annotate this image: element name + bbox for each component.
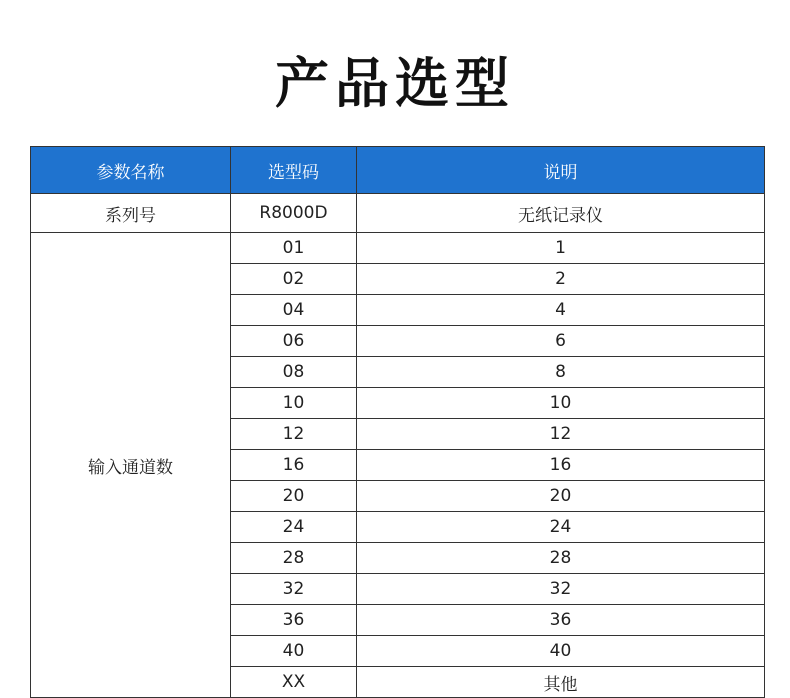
code-cell: 20 <box>231 481 357 512</box>
product-selection-table <box>30 146 765 698</box>
series-desc-cell: 无纸记录仪 <box>357 194 765 233</box>
code-cell: 10 <box>231 388 357 419</box>
page-title: 产品选型 <box>275 52 515 115</box>
desc-cell: 20 <box>357 481 765 512</box>
code-cell: 01 <box>231 233 357 264</box>
desc-cell: 24 <box>357 512 765 543</box>
desc-cell: 40 <box>357 636 765 667</box>
header-selection-code: 选型码 <box>231 147 357 194</box>
table-row <box>31 233 765 264</box>
code-cell: 28 <box>231 543 357 574</box>
desc-cell: 16 <box>357 450 765 481</box>
series-code-cell: R8000D <box>231 194 357 233</box>
desc-cell: 4 <box>357 295 765 326</box>
code-cell: 16 <box>231 450 357 481</box>
code-cell: 08 <box>231 357 357 388</box>
code-cell: 40 <box>231 636 357 667</box>
code-cell: 02 <box>231 264 357 295</box>
desc-cell: 36 <box>357 605 765 636</box>
desc-cell: 32 <box>357 574 765 605</box>
channels-param-cell: 输入通道数 <box>31 233 231 698</box>
table-row-series <box>31 194 765 233</box>
table-header-row <box>31 147 765 194</box>
desc-cell: 6 <box>357 326 765 357</box>
code-cell: XX <box>231 667 357 698</box>
desc-cell: 8 <box>357 357 765 388</box>
desc-cell: 12 <box>357 419 765 450</box>
desc-cell: 1 <box>357 233 765 264</box>
code-cell: 24 <box>231 512 357 543</box>
code-cell: 12 <box>231 419 357 450</box>
desc-cell: 28 <box>357 543 765 574</box>
series-param-cell: 系列号 <box>31 194 231 233</box>
desc-cell: 2 <box>357 264 765 295</box>
header-param-name: 参数名称 <box>31 147 231 194</box>
code-cell: 32 <box>231 574 357 605</box>
desc-cell: 其他 <box>357 667 765 698</box>
code-cell: 04 <box>231 295 357 326</box>
code-cell: 06 <box>231 326 357 357</box>
header-description: 说明 <box>357 147 765 194</box>
code-cell: 36 <box>231 605 357 636</box>
desc-cell: 10 <box>357 388 765 419</box>
